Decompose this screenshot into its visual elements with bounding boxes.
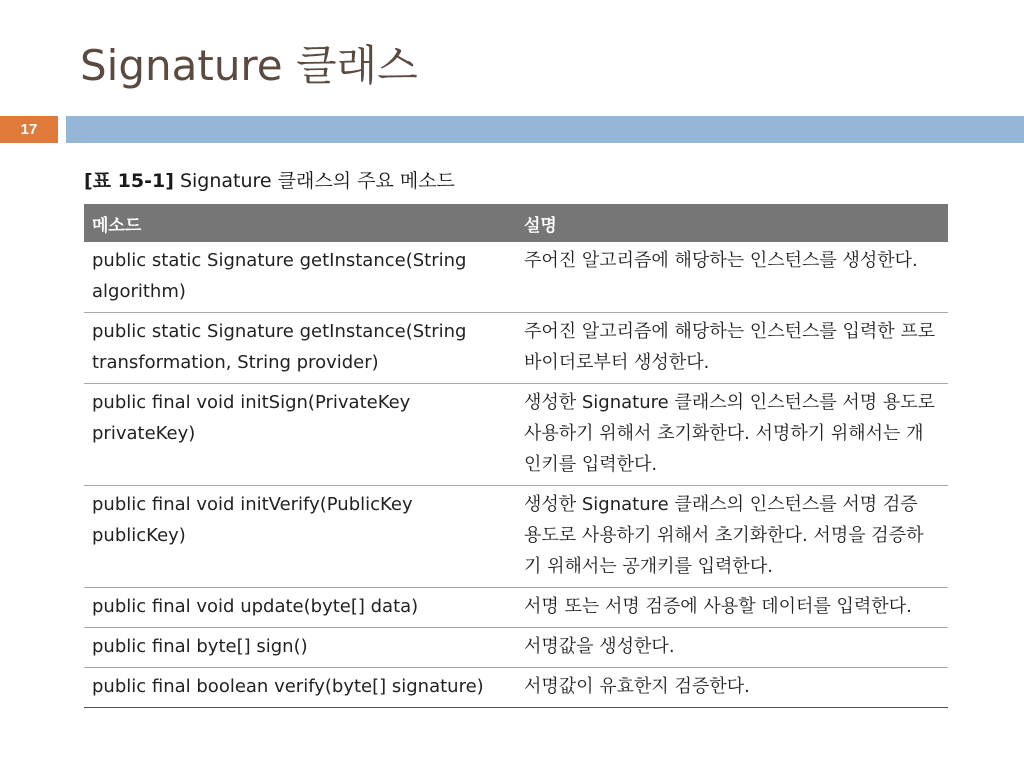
- description-cell: 생성한 Signature 클래스의 인스턴스를 서명 검증 용도로 사용하기 위해서 초기화한다. 서명을 검증하기 위해서는 공개키를 입력한다.: [516, 486, 948, 588]
- table-caption-label: [표 15-1]: [84, 170, 174, 192]
- method-cell: public final void initVerify(PublicKey publicKey): [84, 486, 516, 588]
- table-caption: [84, 166, 455, 193]
- table-header-row: [84, 204, 948, 242]
- column-header-method: 메소드: [84, 204, 516, 242]
- method-cell: public final boolean verify(byte[] signature): [84, 668, 516, 708]
- table-row: [84, 242, 948, 313]
- method-table: [84, 204, 948, 708]
- slide-number-badge: 17: [0, 116, 58, 143]
- table-row: [84, 628, 948, 668]
- column-header-description: 설명: [516, 204, 948, 242]
- description-cell: 서명 또는 서명 검증에 사용할 데이터를 입력한다.: [516, 588, 948, 628]
- table-row: [84, 588, 948, 628]
- method-cell: public final void update(byte[] data): [84, 588, 516, 628]
- description-cell: 서명값을 생성한다.: [516, 628, 948, 668]
- method-cell: public final void initSign(PrivateKey privateKey): [84, 384, 516, 486]
- table-row: [84, 384, 948, 486]
- method-cell: public static Signature getInstance(String algorithm): [84, 242, 516, 313]
- method-cell: public final byte[] sign(): [84, 628, 516, 668]
- description-cell: 주어진 알고리즘에 해당하는 인스턴스를 생성한다.: [516, 242, 948, 313]
- table-row: [84, 668, 948, 708]
- table-caption-text: Signature 클래스의 주요 메소드: [179, 170, 455, 192]
- description-cell: 생성한 Signature 클래스의 인스턴스를 서명 용도로 사용하기 위해서 초기화한다. 서명하기 위해서는 개인키를 입력한다.: [516, 384, 948, 486]
- slide-header-bar: [66, 116, 1024, 143]
- table-row: [84, 313, 948, 384]
- description-cell: 서명값이 유효한지 검증한다.: [516, 668, 948, 708]
- table-row: [84, 486, 948, 588]
- description-cell: 주어진 알고리즘에 해당하는 인스턴스를 입력한 프로바이더로부터 생성한다.: [516, 313, 948, 384]
- method-cell: public static Signature getInstance(String transformation, String provider): [84, 313, 516, 384]
- slide-title: Signature 클래스: [80, 41, 418, 90]
